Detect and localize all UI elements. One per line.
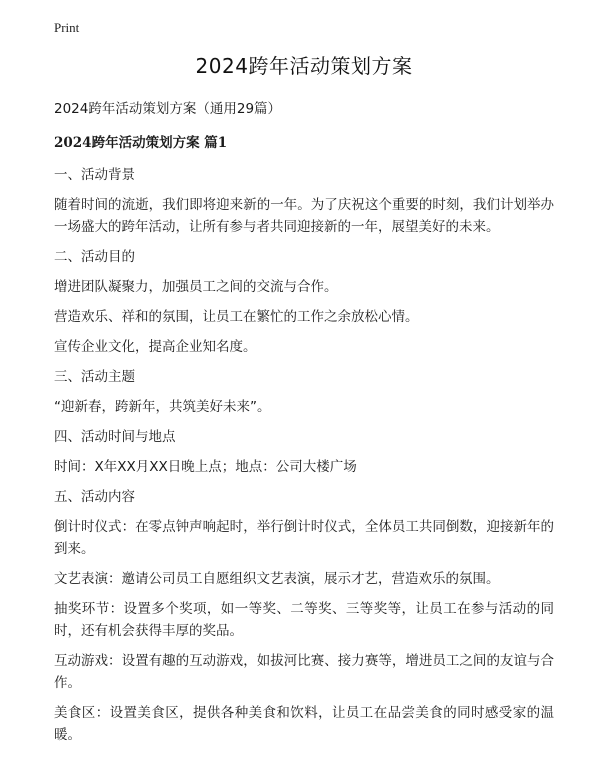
document-title: 2024跨年活动策划方案 [195, 54, 413, 78]
section-heading: 五、活动内容 [54, 489, 135, 505]
paragraph: 随着时间的流逝，我们即将迎来新的一年。为了庆祝这个重要的时刻，我们计划举办一场盛大的跨年活动，让所有参与者共同迎接新的一年，展望美好的未来。 [54, 197, 554, 235]
document-page [54, 50, 554, 754]
section-heading: 二、活动目的 [54, 249, 135, 265]
section-heading: 四、活动时间与地点 [54, 429, 176, 445]
paragraph: 倒计时仪式：在零点钟声响起时，举行倒计时仪式，全体员工共同倒数，迎接新年的到来。 [54, 519, 554, 557]
document-subtitle: 2024跨年活动策划方案（通用29篇） [54, 101, 282, 117]
document-content [54, 164, 554, 746]
paragraph: 文艺表演：邀请公司员工自愿组织文艺表演，展示才艺，营造欢乐的氛围。 [54, 571, 500, 587]
print-label: Print [54, 20, 80, 35]
paragraph: 时间：X年XX月XX日晚上点；地点：公司大楼广场 [54, 459, 357, 475]
paragraph: 美食区：设置美食区，提供各种美食和饮料，让员工在品尝美食的同时感受家的温暖。 [54, 705, 554, 743]
paragraph: 营造欢乐、祥和的氛围，让员工在繁忙的工作之余放松心情。 [54, 309, 419, 325]
paragraph: 增进团队凝聚力，加强员工之间的交流与合作。 [54, 279, 338, 295]
section-title: 2024跨年活动策划方案 篇1 [54, 135, 228, 151]
section-heading: 一、活动背景 [54, 167, 135, 183]
paragraph: “迎新春，跨新年，共筑美好未来”。 [54, 399, 271, 415]
paragraph: 抽奖环节：设置多个奖项，如一等奖、二等奖、三等奖等，让员工在参与活动的同时，还有机会获得丰厚的奖品。 [54, 601, 554, 639]
section-heading: 三、活动主题 [54, 369, 135, 385]
paragraph: 宣传企业文化，提高企业知名度。 [54, 339, 257, 355]
paragraph: 互动游戏：设置有趣的互动游戏，如拔河比赛、接力赛等，增进员工之间的友谊与合作。 [54, 653, 554, 691]
